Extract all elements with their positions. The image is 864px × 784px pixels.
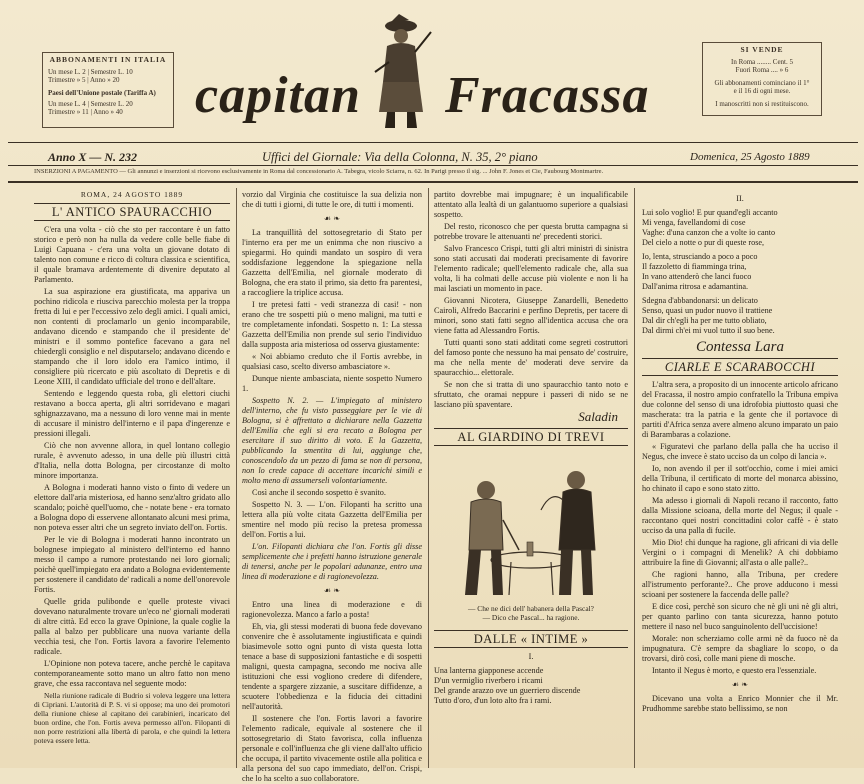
poem-line: Sdegna d'abbandonarsi: un delicato (642, 296, 758, 305)
paragraph: Nella riunione radicale di Budrio si voleva leggere una lettera di Cipriani. L'autorità di P. S. vi si oppose; ma uno dei promotori della riunione chiese al capitano dei carabinieri, incaricato del buon ordine, che l'on. Fortis aveva permesso all'on. Filopanti di non porre restrizioni alla libertà di parola, e che quindi la lettera poteva essere letta. (34, 691, 230, 745)
paragraph: I tre pretesi fatti - vedi stranezza di casi! - non erano che tre sospetti più o meno maligni, ma tutti e tre completamente infondati. Sospetto n. 1: La stessa Gazzetta dell'Emilia non prende sul serio l'individuo dalla supposta aria misteriosa od osserva giustamente: (242, 300, 422, 349)
paragraph: Io, non avendo il per il sott'occhio, come i miei amici della Tribuna, il certificato di morte del monarca abissino, ho chinato il capo e sono stato zitto. (642, 464, 838, 493)
ornament-icon: ☙ ❧ (323, 586, 341, 595)
poem-number: II. (736, 194, 744, 203)
paragraph: L'altra sera, a proposito di un innocente articolo africano del Fracassa, il nostro ampio confratello la Tribuna empiva due colonne del senso di una idrofobia piuttosto quasi che mascherata: tra la patria e la gente che il portavoce di partiti d'Africa senza avere almeno alcuno imparato un paio di Barambaras a colazione. (642, 380, 838, 439)
office-address: Uffici del Giornale: Via della Colonna, N. 35, 2° piano (262, 150, 538, 164)
poem-line: Dal dir ch'egli ha per me tutto obliato, (642, 316, 767, 325)
section-headline: DALLE « INTIME » (434, 630, 628, 648)
paragraph: L'on. Filopanti dichiara che l'on. Fortis gli disse semplicemente che i prefetti hanno istruzione generale di tenersi, anche per le popolari adunanze, entro una linea di moderazione e di ragionevolezza. (242, 542, 422, 581)
section-headline: AL GIARDINO DI TREVI (434, 428, 628, 446)
captain-figure-illustration (365, 12, 435, 130)
paragraph: Ma adesso i giornali di Napoli recano il racconto, fatto dalla Missione scioana, della morte del Negus; il quale - raccontano quei nostri concittadini color caffè - è stato ucciso da una palla di fucile. (642, 496, 838, 535)
subscription-line: Un mese L. 2 | Semestre L. 10 (48, 68, 133, 76)
column-2 (242, 190, 422, 783)
sale-note: e il 16 di ogni mese. (733, 87, 791, 95)
poem-number: I. (528, 652, 534, 661)
paragraph: « Figuratevi che parlano della palla che ha ucciso il Negus, che invece è stato ucciso da un colpo di lancia ». (642, 442, 838, 461)
dateline: ROMA, 24 AGOSTO 1889 (80, 190, 184, 199)
paragraph: Salvo Francesco Crispi, tutti gli altri ministri di sinistra sono stati accusati dai moderati precisamente di favorire l'elemento radicale; quell'elemento radicale che, alla sua volta, li ha colmati delle accuse più violente e non li ha mai lasciati un momento in pace. (434, 244, 628, 293)
paragraph: La tranquillità del sottosegretario di Stato per l'interno era per me un enimma che non riuscivo a spiegarmi. Ho quindi mandato un sospiro di vera soddisfazione leggendone la spiegazione nella Gazzetta dell'Emilia, nel giornale moderato di Bologna, che era stato il primo, sia detto fra parentesi, a raccogliere la triplice accusa. (242, 228, 422, 297)
foreign-line: Un mese L. 4 | Semestre L. 20 (48, 100, 133, 108)
section-headline: CIARLE E SCARABOCCHI (642, 358, 838, 376)
header-rule (8, 165, 858, 166)
signature: Saladin (578, 409, 618, 424)
paragraph: Eh, via, gli stessi moderati di buona fede dovevano convenire che è assolutamente ingiustificata e quindi biasimevole sotto ogni punto di vista questa lotta tenace a base di supposizioni fantastiche e di sospetti maligni, questa campagna, secondo me nociva alle istituzioni che essi vogliono credere di difendere, tendente a spargere zizzanie, a suscitare diffidenze, a scuotere l'obbedienza e la fiducia dei cittadini nell'autorità. (242, 622, 422, 711)
paragraph: Giovanni Nicotera, Giuseppe Zanardelli, Benedetto Cairoli, Alfredo Baccarini e perfino Depretis, per tacere di minori, sono stati fatti segno all'identica accusa che ora viene fatta ad Alessandro Fortis. (434, 296, 628, 335)
paragraph: Dunque niente ambasciata, niente sospetto Numero 1. (242, 374, 422, 393)
poem-line: Mi venga, favellandomi di cose (642, 218, 746, 227)
column-separator (634, 188, 635, 768)
sale-note: I manoscritti non si restituiscono. (715, 100, 809, 108)
poem-line: Dal dirmi ch'ei mi vuol tutto il suo bene. (642, 326, 775, 335)
article-headline: L' ANTICO SPAURACCHIO (34, 203, 230, 221)
column-separator (236, 188, 237, 768)
paragraph: La sua aspirazione era giustificata, ma appariva un pochino ridicola e riusciva parecchio molesta per la troppa fretta di lui e per l'eccessivo zelo degli amici. I quali amici, non contenti di proclamarlo un genio incomparabile, andavano dicendo e stampando che il presidente de' ministri e il sommo pontefice facevano a gara nel chiedergli consiglio e nel disputarselo; andavano dicendo e stampando che il loro idolo era l'amico intimo, il consigliere più ricercato e più ascoltato di Depretis e di Leone XIII, il candidato ufficiale del trono e dell'altare. (34, 287, 230, 386)
masthead-area (0, 0, 864, 140)
foreign-title: Paesi dell'Unione postale (Tariffa A) (48, 89, 156, 97)
column-1 (34, 190, 230, 768)
insertions-notice: INSERZIONI A PAGAMENTO — Gli annunzi e inserzioni si ricevono esclusivamente in Roma dal concessionario A. Tabegra, vicolo Sciarra, n. 62. In Parigi presso il sig. ... John F. Jones et Cie, Faubourg Montmartre. (34, 168, 604, 175)
illustration-caption: — Dico che Pascal... ha ragione. (482, 613, 580, 622)
poem-line: In vano attenderò che lanci fuoco (642, 272, 752, 281)
paragraph: E dice così, perchè son sicuro che nè gli uni nè gli altri, per quanto parlino con tanta sicurezza, hanno potuto mettere il naso nel buco sanguinolento dell'uccisione! (642, 602, 838, 631)
subscription-line: Trimestre » 5 | Anno » 20 (48, 76, 120, 84)
paragraph: Sentendo e leggendo questa roba, gli elettori ciuchi restavano a bocca aperta, gli altri sorridevano e magari sghignazzavano, ma a nessuno di loro venne mai in mente di accusare il ministro dell'interno e il papa d'ingerenze e pressioni illegali. (34, 389, 230, 438)
poem-line: Il fazzoletto di fiamminga trina, (642, 262, 747, 271)
garden-scene-illustration (441, 450, 621, 600)
paragraph: Sospetto N. 2. — L'impiegato al ministero dell'interno, che fu visto passeggiare per le vie di Bologna, si è affrettato a dichiarare nella Gazzetta dell'Emilia che egli si era recato a Bologna per esercitare il suo diritto di voto. E la Gazzetta, pubblicando la smentita di lui, aggiunge che, conoscendolo da un pezzo di fama se non di persona, non lo crede capace di accettare incarichi simili e molto meno di assumerseli volontariamente. (242, 396, 422, 485)
issue-number: Anno X — N. 232 (48, 150, 138, 164)
paragraph: partito dovrebbe mai impugnare; è un inqualificabile attentato alla lealtà di un galantuomo superiore a qualsiasi sospetto. (434, 190, 628, 219)
paragraph: Tutti quanti sono stati additati come segreti costruttori del famoso ponte che nessuno ha mai pensato de' costruire, ma che nella mente de' moderati deve servire da spauracchio... elettorale. (434, 338, 628, 377)
header-rule (8, 181, 858, 183)
sale-title: SI VENDE (740, 45, 784, 54)
paragraph: Dicevano una volta a Enrico Monnier che il Mr. Prudhomme sarebbe stato bellissimo, se non (642, 694, 838, 713)
paragraph: Ciò che non avvenne allora, in quel lontano collegio rurale, è avvenuto adesso, in una delle più illustri città d'Italia, nella dotta Bologna, per circostanze di molto minore importanza. (34, 441, 230, 480)
poem-line: D'un vermiglio riverbero i ricami (434, 676, 543, 685)
paragraph: Morale: non scherziamo colle armi nè da fuoco nè da impugnatura. C'è sempre da sbagliare lo scopo, o da trovarsi, dirò così, colle mani piene di mosche. (642, 634, 838, 663)
poem-line: Tutto d'oro, d'un loto alto fra i rami. (434, 696, 552, 705)
paragraph: Se non che si tratta di uno spauracchio tanto noto e sfruttato, che oramai neppure i passeri di nido se ne lasciano più spaventare. (434, 380, 628, 409)
paragraph: Intanto il Negus è morto, e questo era l'essenziale. (652, 666, 817, 675)
issue-date: Domenica, 25 Agosto 1889 (690, 151, 810, 163)
subscription-box (42, 52, 174, 128)
paragraph: Che ragioni hanno, alla Tribuna, per credere all'istrumento perforante?.. Che prove adducono i messi scioani per sostenere la faccenda delle palle? (642, 570, 838, 599)
masthead-left: capitan (195, 67, 361, 124)
column-separator (428, 188, 429, 768)
paragraph: vorzio dal Virginia che costituisce la sua delizia non che di tutti i giorni, di tutte le ore, di tutti i momenti. (242, 190, 422, 209)
poem-line: Lui solo voglio! E pur quand'egli accanto (642, 208, 778, 217)
paragraph: Per le vie di Bologna i moderati hanno incontrato un bolognese impiegato al ministero dell'interno ed hanno messo il campo a rumore protestando nei loro giornali; poichè quell'impiegato era andato a Bologna evidentemente per sostenere il candidato de' radicali a nome dell'onorevole Fortis. (34, 535, 230, 594)
foreign-line: Trimestre » 11 | Anno » 40 (48, 108, 123, 116)
poem-line: Io, lenta, strusciando a poco a poco (642, 252, 758, 261)
poem-line: Del grande arazzo ove un guerriero discende (434, 686, 581, 695)
paragraph: C'era una volta - ciò che sto per raccontare è un fatto storico e però non ha nulla da vedere colle belle fiabe di Luigi Capuana - c'era una volta un giovane dotato di talento non comune e ricco di coltura classica e scientifica, il quale bramava ardentemente di divenire deputato al Parlamento. (34, 225, 230, 284)
ornament-icon: ☙ ❧ (323, 214, 341, 223)
poem-line: Senso, quasi un pudor nuovo il trattiene (642, 306, 773, 315)
paragraph: L'Opinione non poteva tacere, anche perchè le capitava contemporaneamente sotto mano un altro fatto non meno grave, che essa raccontava nel seguente modo: (34, 659, 230, 688)
subscription-title: ABBONAMENTI IN ITALIA (49, 55, 167, 64)
paragraph: Mio Dio! chi dunque ha ragione, gli africani di via delle Vergini o i compagni di Menelik? A chi dobbiamo attribuire la fine di Giovanni; all'asta o alle palle?.. (642, 538, 838, 567)
sale-line: In Roma ........ Cent. 5 (730, 58, 794, 66)
paragraph: Sospetto N. 3. — L'on. Filopanti ha scritto una lettera alla più volte citata Gazzetta dell'Emilia per smentire nel modo più reciso la pretesa promessa dell'on. Fortis a lui. (242, 500, 422, 539)
masthead-right: Fracassa (445, 67, 650, 124)
paragraph: A Bologna i moderati hanno visto o finto di vedere un elettore dall'aria misteriosa, ed hanno senz'altro gridato allo scandalo; poichè quell'uomo, che - notate bene - era tornato a Bologna dopo di esservene allontanato alcuni mesi prima, non poteva esser altri che un segreto inviato dell'on. Fortis. (34, 483, 230, 532)
paragraph: Così anche il secondo sospetto è svanito. (252, 488, 386, 497)
column-4 (642, 190, 838, 768)
signature: Contessa Lara (696, 339, 784, 355)
sale-box (702, 42, 822, 116)
sale-line: Fuori Roma .... » 6 (735, 66, 789, 74)
paragraph: Entro una linea di moderazione e di ragionevolezza. Manco a farlo a posta! (242, 600, 422, 619)
illustration-caption: — Che ne dici dell' habanera della Pascal? (468, 604, 594, 613)
poem-line: Una lanterna giapponese accende (434, 666, 544, 675)
poem-line: Vaghe: d'una canzon che a volte io canto (642, 228, 776, 237)
poem-line: Del cielo a notte o pur di queste rose, (642, 238, 765, 247)
header-rule (8, 142, 858, 143)
paragraph: Il sostenere che l'on. Fortis lavori a favorire l'elemento radicale, equivale al sostenere che il sottosegretario di Stato favorisca, colla influenza personale e coll'influenza che gli viene dall'alto ufficio che occupa, il partito vivacemente ostile alla politica e alla persona del suo capo immediato, dell'on. Crispi, che lo ha scelto a suo collaboratore. (242, 714, 422, 783)
ornament-icon: ☙ ❧ (731, 680, 749, 689)
column-3 (434, 190, 628, 768)
paragraph: « Noi abbiamo creduto che il Fortis avrebbe, in qualsiasi caso, scelto diverso ambasciatore ». (242, 352, 422, 371)
paragraph: Del resto, riconosco che per questa brutta campagna si potrebbe trovare le attenuanti ne' precedenti storici. (434, 222, 628, 241)
paragraph: Quelle grida pulibonde e quelle proteste vivaci dovevano naturalmente trovare un'eco ne' giornali moderati di altre città. Ed ecco la grave Opinione, la quale coglie la palla al balzo per pubblicare una nuova variante della vecchia tesi, che l'on. Fortis lavora a favorire l'elemento radicale. (34, 597, 230, 656)
sale-note: Gli abbonamenti cominciano il 1° (714, 79, 810, 87)
poem-line: Dall'anima ritrosa e adamantina. (642, 282, 749, 291)
